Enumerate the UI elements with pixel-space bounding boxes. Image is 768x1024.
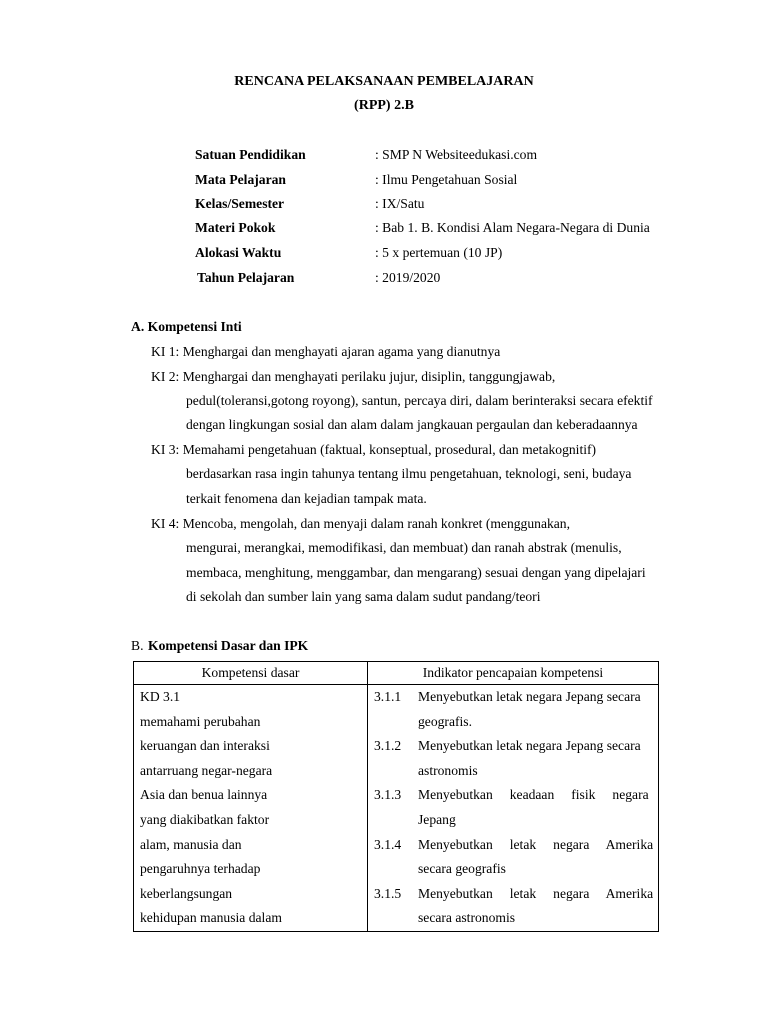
indicator-item — [368, 783, 658, 832]
ki3-line: terkait fenomena dan kejadian tampak mata. — [186, 491, 427, 506]
ki2-line: pedul(toleransi,gotong royong), santun, percaya diri, dalam berinteraksi secara efektif — [186, 393, 653, 408]
identity-label: Alokasi Waktu — [195, 245, 282, 260]
kd-line: pengaruhnya terhadap — [140, 861, 261, 877]
indicator-text: geografis. — [418, 713, 472, 729]
kd-line: KD 3.1 — [140, 689, 181, 704]
kd-line: kehidupan manusia dalam — [140, 910, 282, 926]
section-b-heading: Kompetensi Dasar dan IPK — [148, 638, 309, 653]
ki3-line: berdasarkan rasa ingin tahunya tentang ilmu pengetahuan, teknologi, seni, budaya — [186, 466, 632, 481]
identity-label: Kelas/Semester — [195, 196, 285, 211]
kd-line: antarruang negar-negara — [140, 762, 273, 778]
identity-value: : SMP N Websiteedukasi.com — [375, 147, 538, 162]
indicator-text: Menyebutkan letak negara Jepang secara — [418, 738, 641, 754]
table-header-row — [134, 662, 659, 685]
document-title: RENCANA PELAKSANAAN PEMBELAJARAN — [234, 74, 534, 89]
identity-label: Mata Pelajaran — [195, 172, 286, 187]
kd-line: memahami perubahan — [140, 713, 261, 729]
kd-line: Asia dan benua lainnya — [140, 787, 268, 803]
indicator-text: Menyebutkan letak negara Jepang secara — [418, 689, 641, 704]
identity-value: : IX/Satu — [375, 196, 425, 211]
indicator-text: Menyebutkan keadaan fisik negara — [418, 787, 649, 803]
identity-label: Tahun Pelajaran — [197, 270, 295, 285]
indicator-text: secara astronomis — [418, 910, 516, 926]
ki4-line: mengurai, merangkai, memodifikasi, dan membuat) dan ranah abstrak (menulis, — [186, 540, 622, 555]
kd-line: alam, manusia dan — [140, 836, 242, 852]
ki4-line: membaca, menghitung, menggambar, dan mengarang) sesuai dengan yang dipelajari — [186, 565, 646, 580]
indicator-cell — [368, 685, 659, 932]
identity-value: : 2019/2020 — [375, 270, 441, 285]
indicator-number: 3.1.5 — [374, 885, 402, 901]
document-subtitle: (RPP) 2.B — [354, 98, 414, 113]
identity-label: Satuan Pendidikan — [195, 147, 306, 162]
identity-label: Materi Pokok — [195, 220, 276, 235]
table-row — [134, 685, 659, 932]
ki4-line: KI 4: Mencoba, mengolah, dan menyaji dalam ranah konkret (menggunakan, — [151, 516, 571, 531]
kd-ipk-table — [133, 661, 659, 932]
identity-value: : Bab 1. B. Kondisi Alam Negara-Negara di Dunia — [375, 220, 650, 235]
kd-line: yang diakibatkan faktor — [140, 811, 270, 827]
section-b-letter: B. — [131, 638, 144, 653]
identity-value: : 5 x pertemuan (10 JP) — [375, 245, 503, 260]
ki1-text: KI 1: Menghargai dan menghayati ajaran agama yang dianutnya — [151, 344, 501, 359]
col-header-kd: Kompetensi dasar — [134, 662, 368, 685]
indicator-number: 3.1.4 — [374, 836, 402, 852]
indicator-number: 3.1.2 — [374, 738, 402, 754]
indicator-item — [368, 882, 658, 931]
ki2-line: KI 2: Menghargai dan menghayati perilaku jujur, disiplin, tanggungjawab, — [151, 369, 556, 384]
indicator-item — [368, 833, 658, 882]
section-a-heading: A. Kompetensi Inti — [131, 319, 242, 334]
indicator-item — [368, 734, 658, 783]
col-header-indicator: Indikator pencapaian kompetensi — [368, 662, 659, 685]
indicator-text: astronomis — [418, 762, 478, 778]
ki2-line: dengan lingkungan sosial dan alam dalam jangkauan pergaulan dan keberadaannya — [186, 417, 638, 432]
indicator-number: 3.1.1 — [374, 689, 402, 704]
indicator-item — [368, 685, 658, 734]
kd-cell — [134, 685, 368, 932]
ki3-line: KI 3: Memahami pengetahuan (faktual, konseptual, prosedural, dan metakognitif) — [151, 442, 597, 457]
identity-value: : Ilmu Pengetahuan Sosial — [375, 172, 518, 187]
ki4-line: di sekolah dan sumber lain yang sama dalam sudut pandang/teori — [186, 589, 541, 604]
indicator-text: Menyebutkan letak negara Amerika — [418, 885, 654, 901]
indicator-number: 3.1.3 — [374, 787, 402, 803]
indicator-text: Jepang — [418, 811, 456, 827]
indicator-text: Menyebutkan letak negara Amerika — [418, 836, 654, 852]
kd-line: keruangan dan interaksi — [140, 738, 270, 754]
indicator-text: secara geografis — [418, 861, 506, 877]
kd-line: keberlangsungan — [140, 885, 233, 901]
